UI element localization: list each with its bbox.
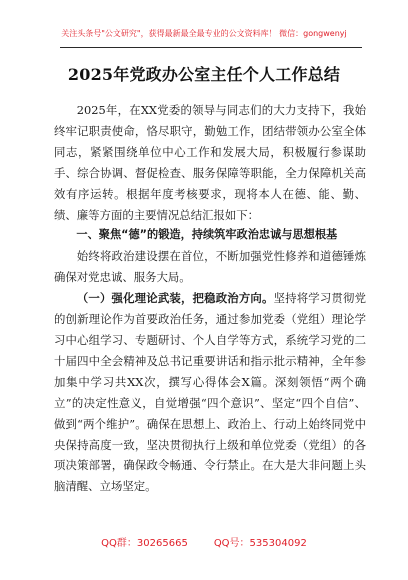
footer-qq-number: QQ号：535304092 <box>213 538 307 549</box>
section-1-heading: 一、聚焦“德”的锻造，持续筑牢政治忠诚与思想根基 <box>76 228 338 242</box>
section-1-paragraph: 始终将政治建设摆在首位，不断加强党性修养和道德锤炼确保对党忠诚、服务大局。 <box>54 249 366 285</box>
footer-contact <box>0 534 408 549</box>
subsection-1-paragraph <box>54 288 366 497</box>
document-body <box>54 100 366 497</box>
intro-paragraph: 2025年，在XX党委的领导与同志们的大力支持下，我始终牢记职责使命，恪尽职守，勤勉工作，团结带领办公室全体同志，紧紧围绕单位中心工作和发展大局，积极履行参谋助手、综合协调、督促检查、服务保障等职能，全力保障机关高效有序运转。根据年度考核要求，现将本人在德、能、勤、绩、廉等方面的主要情况总结汇报如下： <box>54 103 366 222</box>
header-divider <box>60 47 362 48</box>
footer-qq-group: QQ群：30265665 <box>101 538 188 549</box>
subsection-1-body: 坚持将学习贯彻党的创新理论作为首要政治任务，通过参加党委（党组）理论学习中心组学习、专题研讨、个人自学等方式，系统学习党的二十届四中全会精神及总书记重要讲话和指示批示精神，全年参加集中学习共XX次，撰写心得体会X篇。深刻领悟“两个确立”的决定性意义，自觉增强“四个意识”、坚定“四个自信”、做到“两个维护”。确保在思想上、政治上、行动上始终同党中央保持高度一致，坚决贯彻执行上级和单位党委（党组）的各项决策部署，确保政令畅通、令行禁止。在大是大非问题上头脑清醒、立场坚定。 <box>54 291 366 494</box>
header-promo-note: 关注头条号"公文研究"，获得最新最全最专业的公文资料库！ 微信：gongwenyj <box>61 29 347 38</box>
subsection-1-lead: （一）强化理论武装，把稳政治方向。 <box>76 291 274 306</box>
document-title: 2025年党政办公室主任个人工作总结 <box>67 65 341 84</box>
header-bar <box>0 0 408 60</box>
